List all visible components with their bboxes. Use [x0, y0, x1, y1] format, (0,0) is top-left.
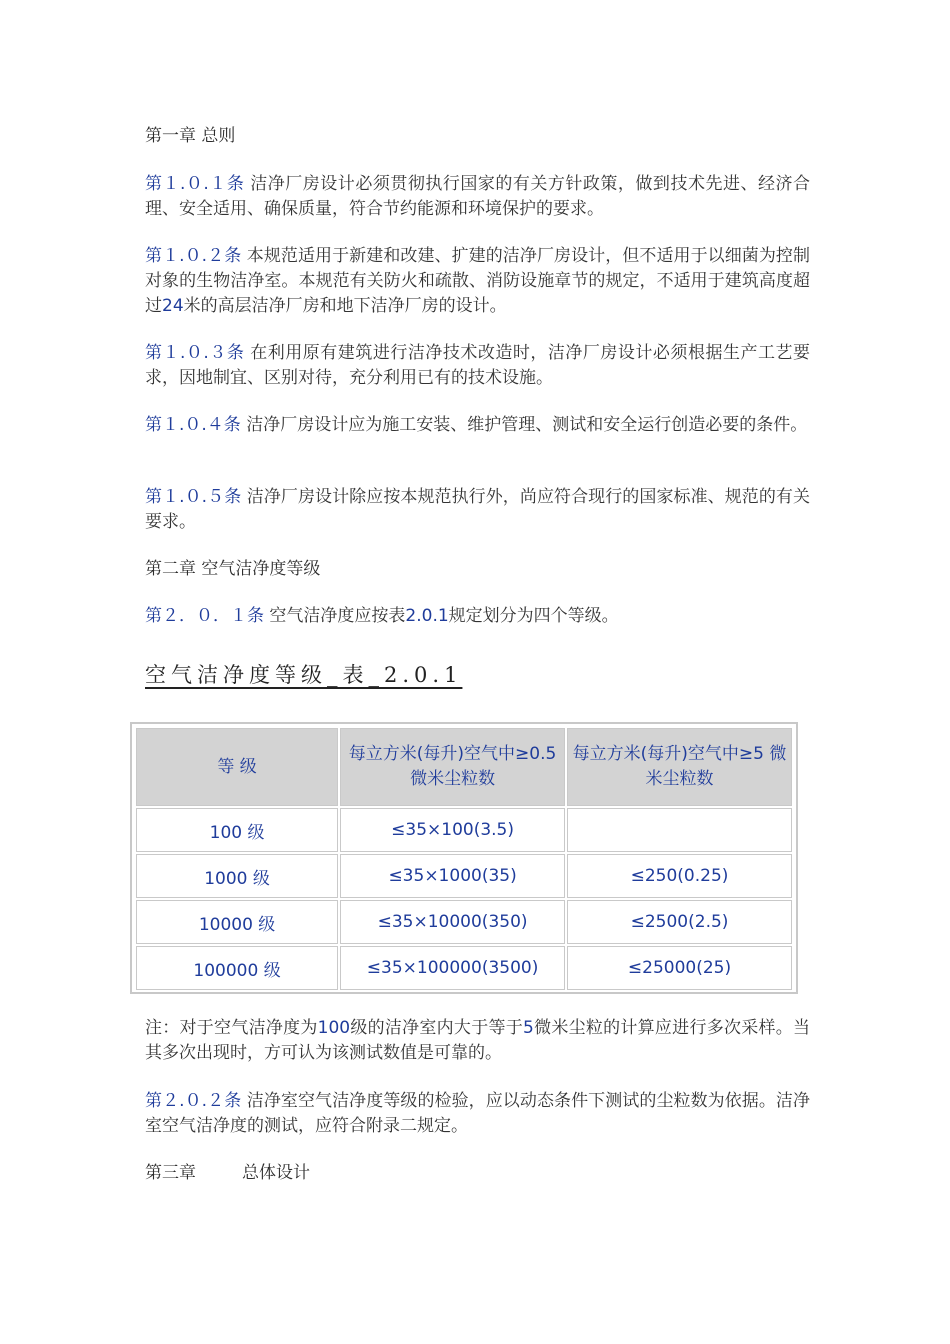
article-1-0-3 [145, 341, 810, 391]
article-number-inline: 24 [162, 296, 184, 316]
chapter-2-title-text: 第二章 空气洁净度等级 [145, 559, 321, 579]
article-2-0-2 [145, 1089, 810, 1139]
article-number: 第１.０.３条 [145, 343, 245, 363]
table-note [145, 1016, 810, 1066]
chapter-2-title [145, 557, 810, 582]
article-text: 洁净厂房设计除应按本规范执行外，尚应符合现行的国家标准、规范的有关要求。 [145, 487, 810, 532]
cell-05-micron: ≤35×100(3.5) [340, 808, 565, 852]
header-05-micron: 每立方米(每升)空气中≥0.5 微米尘粒数 [340, 728, 565, 806]
article-number: 第２．０．１条 [145, 606, 264, 626]
table-reference: 2.0.1 [405, 606, 449, 626]
article-text-tail: 规定划分为四个等级。 [448, 606, 619, 626]
table-row [136, 854, 792, 898]
header-grade: 等 级 [136, 728, 338, 806]
cell-5-micron: ≤250(0.25) [567, 854, 792, 898]
article-number: 第１.０.５条 [145, 487, 242, 507]
article-1-0-1 [145, 172, 810, 222]
cell-05-micron: ≤35×1000(35) [340, 854, 565, 898]
chapter-3-subtitle: 总体设计 [242, 1163, 310, 1183]
article-number: 第１.０.１条 [145, 174, 245, 194]
note-text: 注：对于空气洁净度为 [145, 1018, 318, 1038]
article-text: 在利用原有建筑进行洁净技术改造时，洁净厂房设计必须根据生产工艺要求，因地制宜、区别对待，充分利用已有的技术设施。 [145, 343, 810, 388]
chapter-3-title [145, 1161, 810, 1186]
table-header-row [136, 728, 792, 806]
note-text: 级的洁净室内大于等于 [350, 1018, 523, 1038]
cell-5-micron [567, 808, 792, 852]
table-row [136, 946, 792, 990]
table-row [136, 900, 792, 944]
article-text: 洁净厂房设计必须贯彻执行国家的有关方针政策，做到技术先进、经济合理、安全适用、确保质量，符合节约能源和环境保护的要求。 [145, 174, 810, 219]
article-number: 第１.０.４条 [145, 415, 241, 435]
article-text: 洁净室空气洁净度等级的检验，应以动态条件下测试的尘粒数为依据。洁净室空气洁净度的测试，应符合附录二规定。 [145, 1091, 810, 1136]
cell-5-micron: ≤25000(25) [567, 946, 792, 990]
chapter-3-number: 第三章 [145, 1163, 196, 1183]
table-row [136, 808, 792, 852]
article-text: 空气洁净度应按表 [264, 606, 406, 626]
chapter-1-title-text: 第一章 总则 [145, 126, 236, 146]
article-1-0-2 [145, 244, 810, 319]
article-2-0-1 [145, 604, 810, 629]
cell-5-micron: ≤2500(2.5) [567, 900, 792, 944]
article-text: 本规范适用于新建和改建、扩建的洁净厂房设计，但不适用于以细菌为控制对象的生物洁净室。本规范有关防火和疏散、消防设施章节的规定，不适用于建筑高度超过 [145, 246, 810, 316]
cell-05-micron: ≤35×100000(3500) [340, 946, 565, 990]
article-text: 洁净厂房设计应为施工安装、维护管理、测试和安全运行创造必要的条件。 [240, 415, 808, 435]
note-text-tail: 微米尘粒的计算应进行多次采样。当其多次出现时，方可认为该测试数值是可靠的。 [145, 1018, 811, 1063]
table-title: 空气洁净度等级_表_2.0.1 [145, 663, 463, 687]
article-1-0-4 [145, 413, 810, 438]
article-number: 第１.０.２条 [145, 246, 242, 266]
cleanliness-table [130, 722, 798, 994]
cell-grade: 100 级 [136, 808, 338, 852]
header-5-micron: 每立方米(每升)空气中≥5 微米尘粒数 [567, 728, 792, 806]
note-number: 5 [522, 1018, 534, 1038]
article-1-0-5 [145, 485, 810, 535]
note-number: 100 [317, 1018, 351, 1038]
cell-grade: 100000 级 [136, 946, 338, 990]
chapter-1-title [145, 124, 810, 149]
cleanliness-grade-table [134, 726, 794, 992]
cell-grade: 10000 级 [136, 900, 338, 944]
article-text-tail: 米的高层洁净厂房和地下洁净厂房的设计。 [183, 296, 507, 316]
cell-05-micron: ≤35×10000(350) [340, 900, 565, 944]
article-number: 第２.０.２条 [145, 1091, 242, 1111]
cell-grade: 1000 级 [136, 854, 338, 898]
